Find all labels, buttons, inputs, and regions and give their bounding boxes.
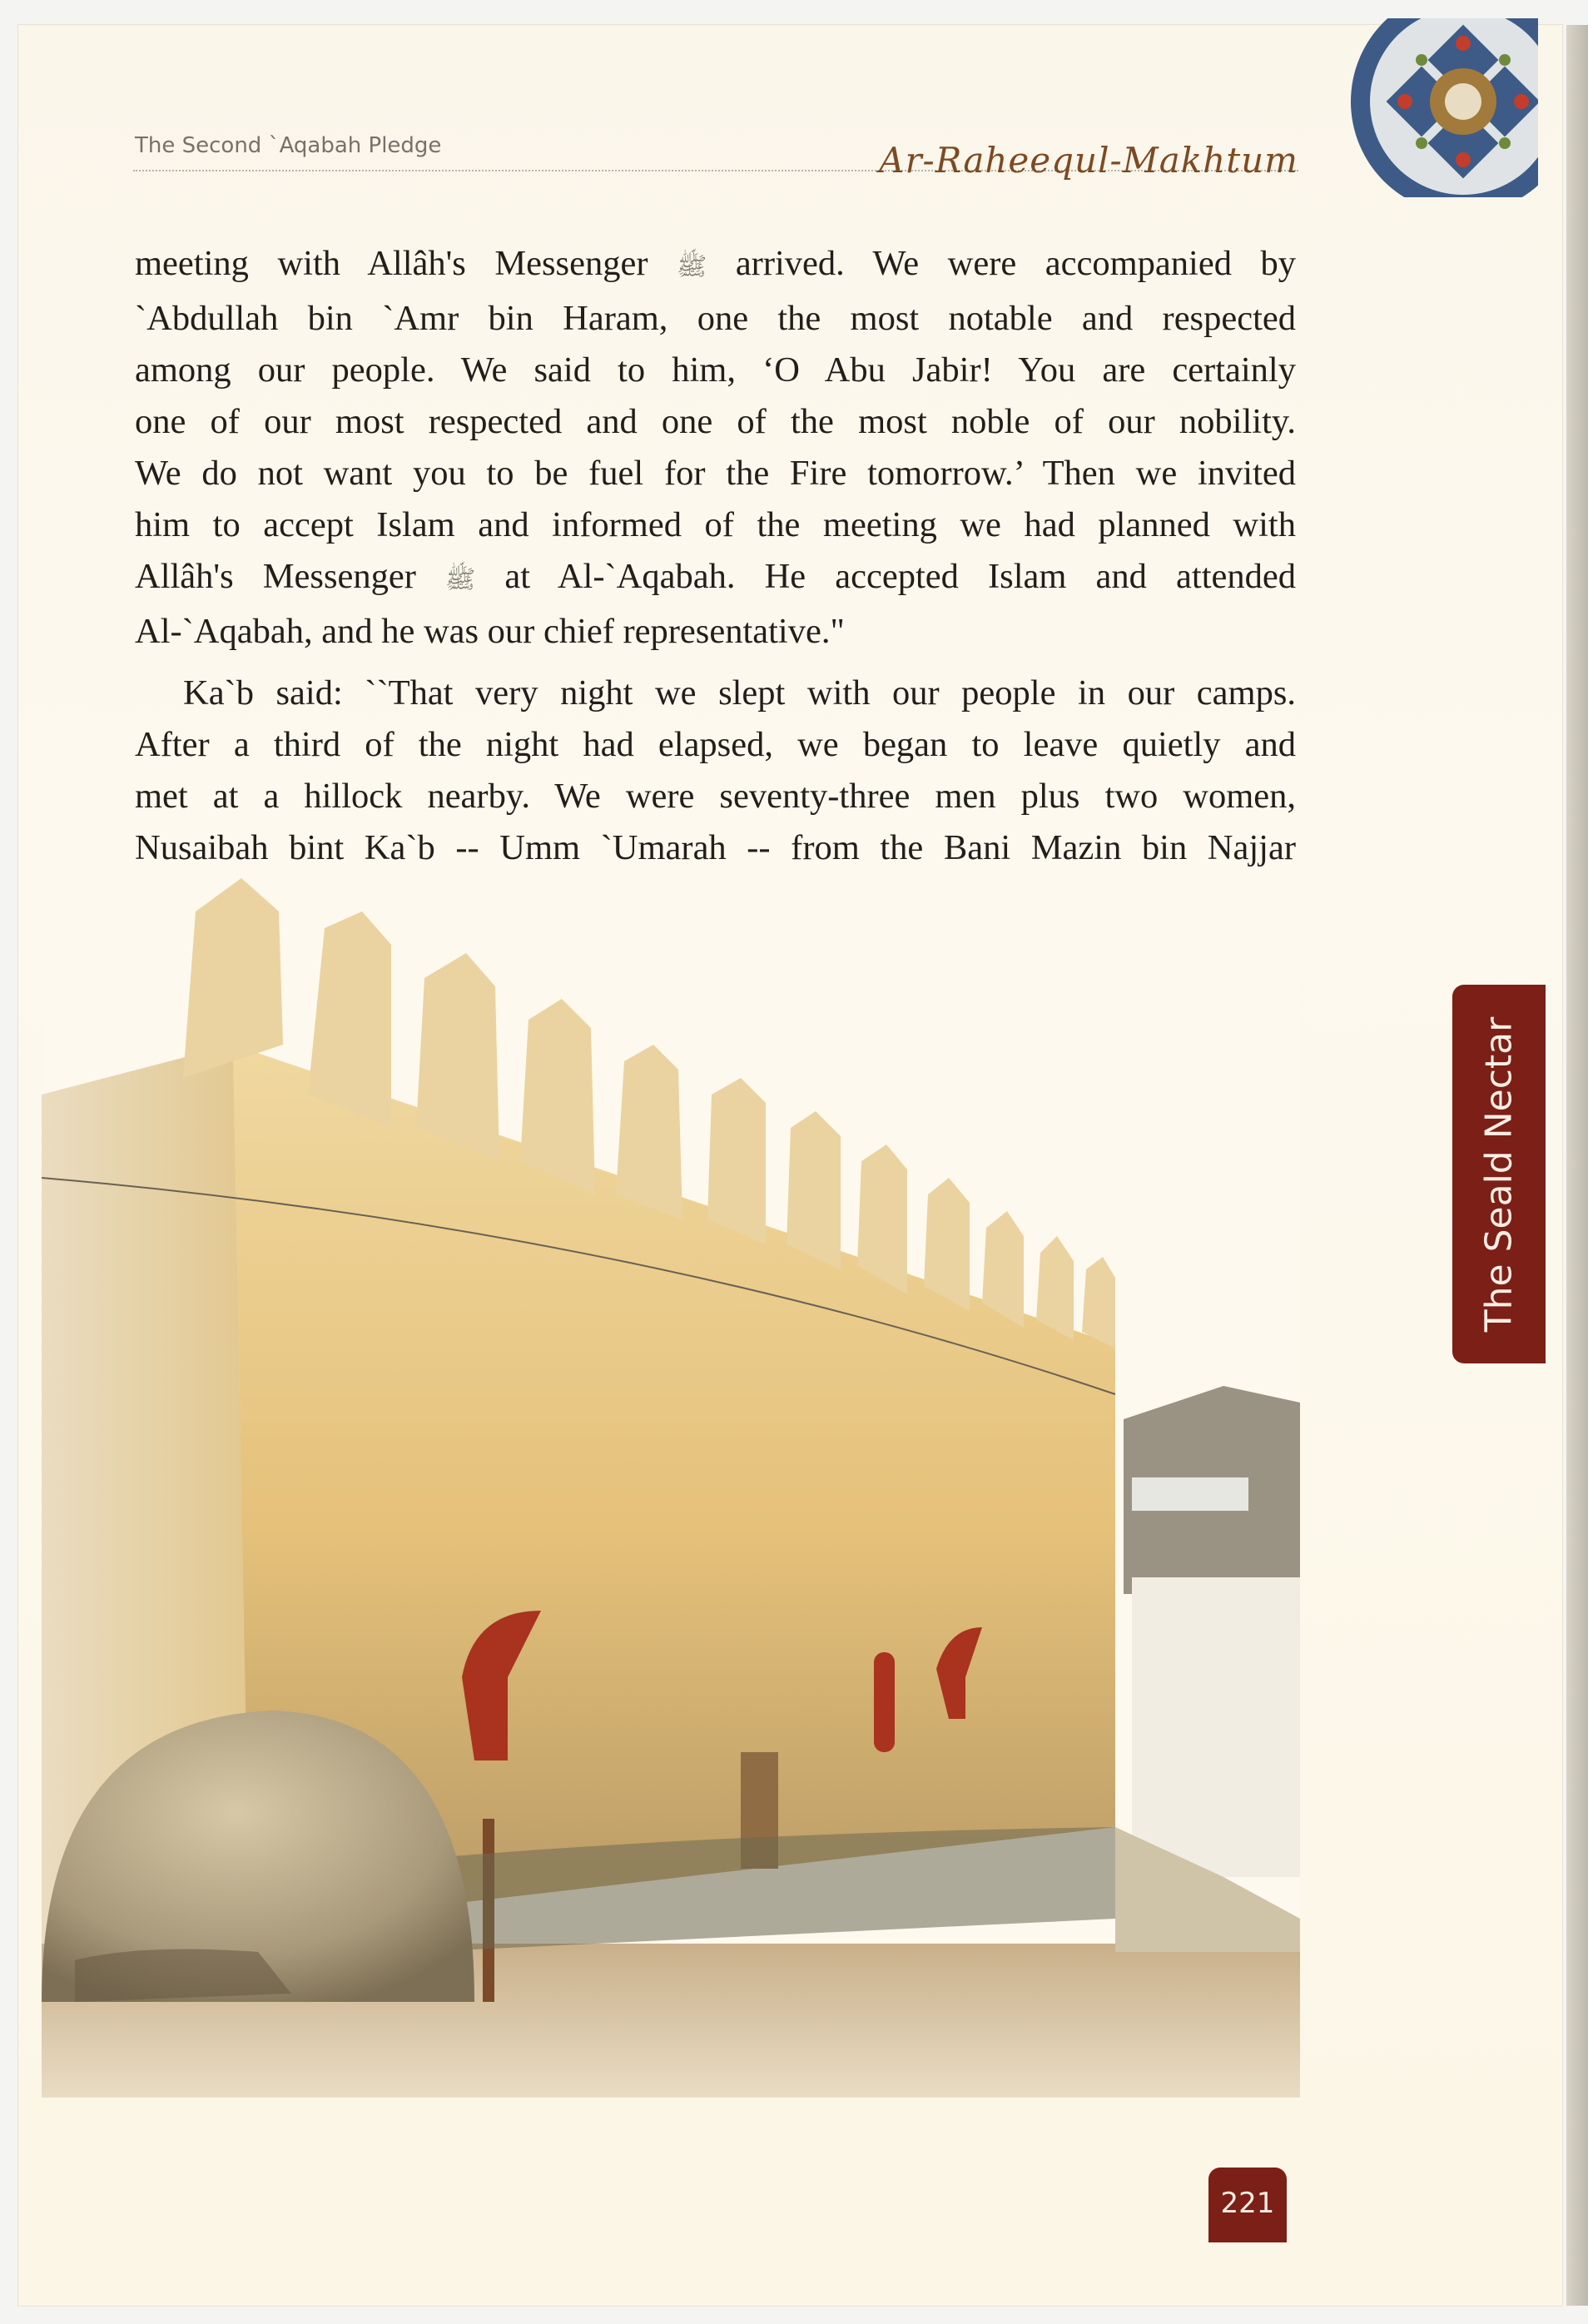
text-line: among our people. We said to him, ‘O Abu Jabir! You are certainly [135, 350, 1296, 390]
salutation-glyph-icon: ﷺ [445, 566, 476, 593]
text-fragment: Allâh's Messenger [135, 557, 416, 596]
mosque-photograph [42, 878, 1300, 2098]
islamic-rosette-ornament-icon [1338, 18, 1538, 197]
text-line: Nusaibah bint Ka`b -- Umm `Umarah -- from the Bani Mazin bin Najjar [135, 828, 1296, 867]
text-line: Ka`b said: ``That very night we slept with our people in our camps. [183, 673, 1296, 713]
salutation-glyph-icon: ﷺ [677, 253, 707, 281]
text-line [135, 238, 1296, 293]
text-fragment: at Al-`Aqabah. He accepted Islam and attended [504, 557, 1297, 596]
text-line: met at a hillock nearby. We were seventy-three men plus two women, [135, 777, 1296, 816]
text-line: one of our most respected and one of the most noble of our nobility. [135, 402, 1296, 441]
text-line [135, 551, 1296, 606]
text-line: him to accept Islam and informed of the meeting we had planned with [135, 505, 1296, 544]
running-head: The Second `Aqabah Pledge [135, 133, 442, 158]
text-fragment: arrived. We were accompanied by [735, 244, 1297, 283]
book-title: Ar-Raheequl-Makhtum [879, 140, 1298, 181]
page-number-rule [1208, 2239, 1287, 2242]
text-line: We do not want you to be fuel for the Fire tomorrow.’ Then we invited [135, 454, 1296, 493]
side-tab-label: The Seald Nectar [1477, 1016, 1521, 1332]
body-text [135, 238, 1296, 874]
side-tab [1452, 985, 1546, 1363]
text-line: After a third of the night had elapsed, we began to leave quietly and [135, 725, 1296, 764]
text-line: Al-`Aqabah, and he was our chief representative." [135, 612, 845, 651]
text-line: `Abdullah bin `Amr bin Haram, one the most notable and respected [135, 299, 1296, 338]
page-edge [1566, 25, 1588, 2306]
text-fragment: meeting with Allâh's Messenger [135, 244, 648, 283]
page-number: 221 [1208, 2168, 1287, 2239]
